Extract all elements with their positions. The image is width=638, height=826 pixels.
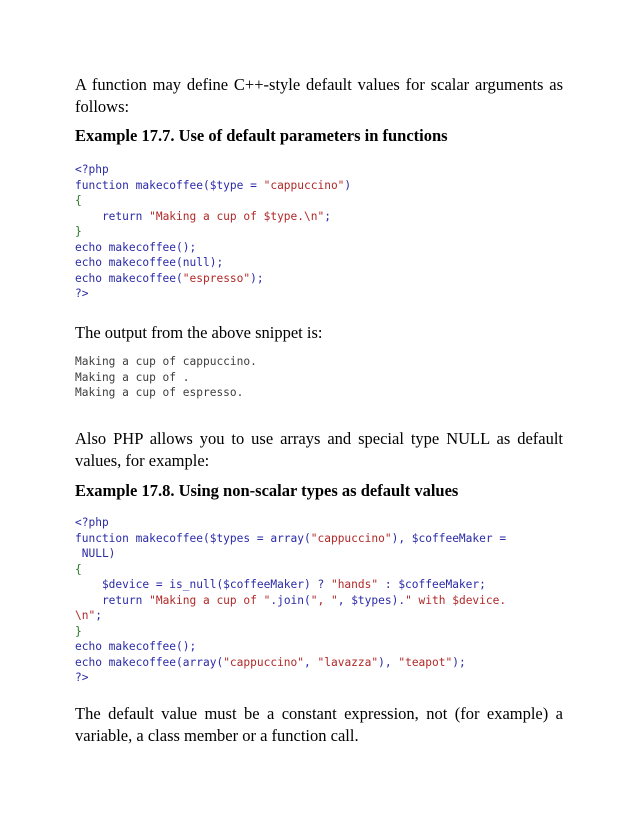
example-17-7-code — [75, 162, 351, 302]
code-line — [75, 562, 506, 578]
code-line — [75, 193, 351, 209]
code-line — [75, 655, 506, 671]
example-17-8-code — [75, 515, 506, 686]
code-line — [75, 255, 351, 271]
code-line — [75, 670, 506, 686]
code-token: <?php — [75, 163, 109, 176]
code-token: ; — [324, 209, 331, 223]
code-token: ?> — [75, 671, 89, 684]
code-token: echo makecoffee(); — [75, 240, 197, 254]
code-token: <?php — [75, 516, 109, 529]
code-line — [75, 624, 506, 640]
code-token: "Making a cup of " — [149, 593, 271, 607]
code-line — [75, 286, 351, 302]
code-token: "teapot" — [398, 655, 453, 669]
code-token: echo makecoffee(); — [75, 640, 197, 653]
code-line — [75, 162, 351, 178]
code-token: .join( — [270, 593, 311, 607]
code-line — [75, 531, 506, 547]
code-token: "Making a cup of $type.\n" — [149, 209, 325, 223]
code-line — [75, 639, 506, 655]
code-token: \n" — [75, 609, 96, 622]
code-token: ?> — [75, 287, 89, 300]
code-token: ), — [378, 655, 399, 669]
code-token: return — [75, 593, 150, 607]
code-token: , — [304, 655, 318, 669]
code-token: ", " — [310, 593, 338, 607]
code-line — [75, 240, 351, 256]
closing-paragraph: The default value must be a constant expression, not (for example) a variable, a class member or a function call. — [75, 704, 563, 745]
code-token: echo makecoffee(array( — [75, 655, 224, 669]
code-token: "hands" — [330, 578, 379, 591]
code-token: function makecoffee($types = array( — [75, 531, 311, 545]
output-line: Making a cup of espresso. — [75, 386, 244, 399]
code-line — [75, 546, 506, 562]
code-line — [75, 178, 351, 194]
example-17-7-output — [75, 354, 257, 401]
code-token: { — [75, 562, 82, 576]
code-token: "cappuccino" — [310, 531, 392, 545]
code-line — [75, 608, 506, 624]
code-token: , $types). — [337, 593, 406, 607]
code-token: } — [75, 225, 82, 238]
code-line — [75, 593, 506, 609]
code-token: ; — [95, 609, 102, 622]
code-token: { — [75, 194, 82, 207]
code-token: echo makecoffee(null); — [75, 256, 224, 269]
array-paragraph: Also PHP allows you to use arrays and special type NULL as default values, for example: — [75, 429, 563, 470]
code-token: return — [75, 209, 150, 223]
code-line — [75, 577, 506, 593]
code-line — [75, 224, 351, 240]
code-token: "espresso" — [182, 271, 251, 285]
output-intro-paragraph: The output from the above snippet is: — [75, 323, 323, 342]
code-token: $device = is_null($coffeeMaker) ? — [75, 578, 331, 591]
code-token: echo makecoffee( — [75, 271, 183, 285]
code-token: ); — [250, 271, 264, 285]
code-token: } — [75, 624, 82, 638]
code-token: function makecoffee($type = — [75, 178, 264, 192]
code-line — [75, 209, 351, 225]
code-token: "lavazza" — [317, 655, 379, 669]
output-line: Making a cup of . — [75, 370, 190, 384]
intro-paragraph: A function may define C++-style default values for scalar arguments as follows: — [75, 75, 563, 116]
output-line: Making a cup of cappuccino. — [75, 355, 257, 368]
code-token: ), $coffeeMaker = — [391, 531, 507, 545]
code-token: NULL) — [75, 547, 116, 560]
example-17-8-title: Example 17.8. Using non-scalar types as default values — [75, 481, 459, 500]
code-token: "cappuccino" — [263, 178, 345, 192]
example-17-7-title: Example 17.7. Use of default parameters in functions — [75, 126, 448, 145]
code-line — [75, 515, 506, 531]
code-token: : $coffeeMaker; — [378, 578, 486, 591]
code-line — [75, 271, 351, 287]
code-token: ); — [452, 655, 466, 669]
code-token: " with $device. — [405, 593, 507, 607]
code-token: "cappuccino" — [223, 655, 305, 669]
code-token: ) — [344, 178, 352, 192]
